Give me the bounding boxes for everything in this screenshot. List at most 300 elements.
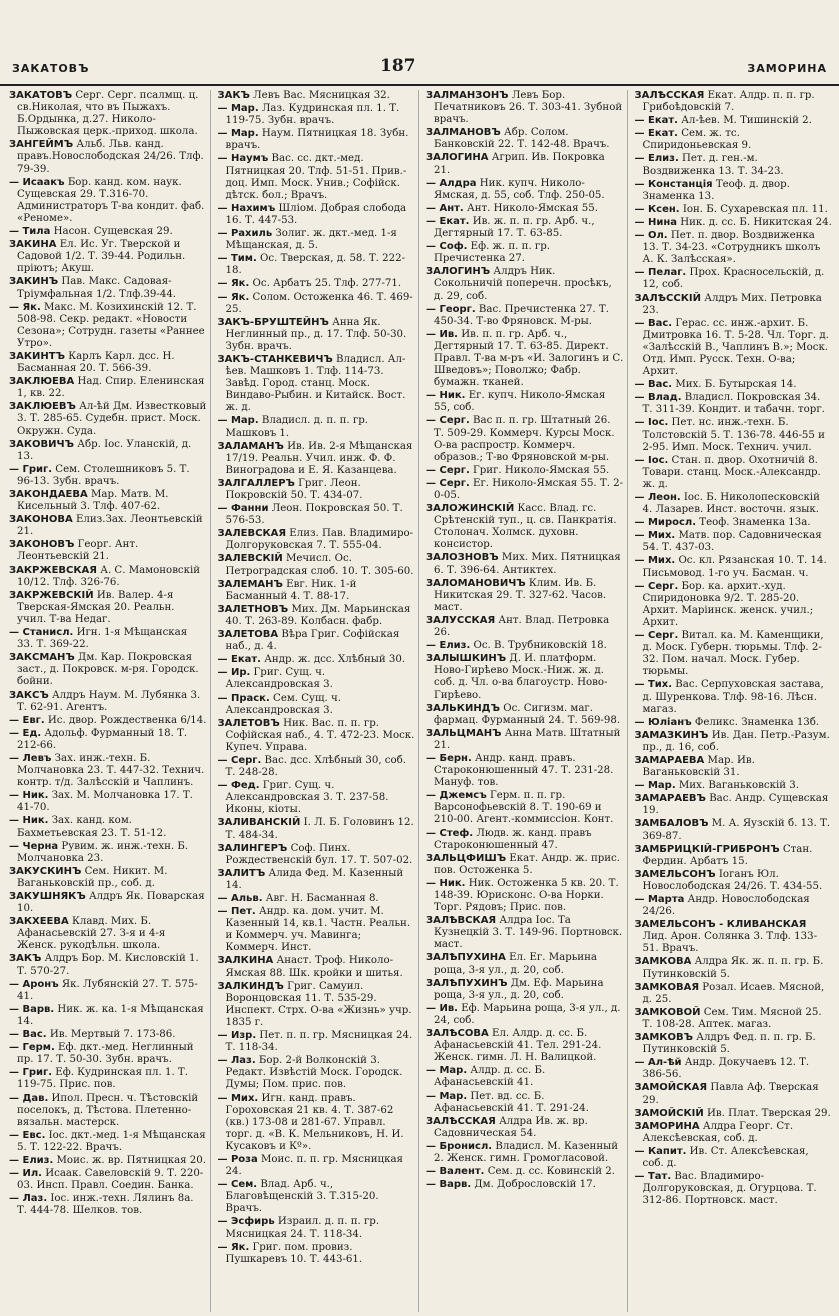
entry-name: — Мих. [634,555,676,567]
entry-text: Алдръ Бор. М. Кисловскій 1. Т. 570-27. [17,953,199,977]
entry-name: — Черна [9,840,59,852]
entry-text: Ник. д. сс. Б. Никитская 24. [677,216,832,228]
directory-entry [9,715,207,727]
entry-name: — Мар. [426,1090,468,1102]
directory-entry [426,653,624,701]
entry-name: — Тим. [217,253,257,265]
entry-text: Людв. ж. канд. правъ Староконюшенный 47. [434,827,592,851]
directory-entry [9,1042,207,1066]
directory-entry [9,401,207,437]
directory-entry [426,552,624,576]
directory-entry [218,128,416,152]
entry-text: Ив. Валер. 4-я Тверская-Ямская 20. Реальн. учил. Т-ва Недаг. [17,589,175,625]
entry-name: — Екат. [634,115,678,127]
entry-name: — Ник. [426,877,466,889]
entry-name: ЗАЛЬКИНДЪ [426,702,500,714]
entry-name: ЗАКЪ [217,90,250,101]
entry-text: Ив. Дан. Петр.-Разум. пр., д. 16, соб. [642,729,830,753]
directory-entry [9,891,207,915]
entry-name: ЗАКАТОВЪ [9,90,73,101]
directory-entry [218,868,416,892]
entry-name: — Варв. [426,1179,472,1191]
entry-name: ЗАЛЕТНОВЪ [217,603,289,615]
entry-text: Владисл. Покровская 34. Т. 311-39. Кондит. и табачн. торг. [642,392,825,416]
entry-text: Мар. Ив. Ваганьковскій 31. [642,754,755,779]
entry-text: Ипол. Пресн. ч. Тѣстовскій поселокъ, д. Тѣстова. Плетенно-вязальн. мастерск. [17,1092,199,1128]
entry-text: Анаст. Троф. Николо-Ямская 88. Шк. кройки и шитья. [225,955,403,979]
directory-entry [635,1171,833,1207]
directory-entry [426,216,624,240]
entry-text: Екат. Алдр. п. п. гр. Грибоѣдовскій 7. [642,90,815,114]
entry-name: — Іос. [634,454,669,466]
directory-entry [635,1108,833,1120]
directory-entry [426,1065,624,1089]
directory-entry [218,718,416,754]
directory-entry [218,1055,416,1091]
directory-entry [218,528,416,552]
entry-name: — Ив. [426,1002,458,1014]
entry-text: Игн. 1-я Мѣщанская 33. Т. 369-22. [17,627,188,651]
directory-entry [426,853,624,877]
entry-text: Владисл. Ал-ѣев. Машковъ 1. Тлф. 114-73. Завѣд. Город. станц. Моск. Виндаво-Рыбин. и Китайск. Вост. ж. д. [225,353,406,414]
entry-text: Насон. Сущевская 29. [50,226,173,238]
entry-text: Іос. инж.-техн. Лялинъ 8а. Т. 444-78. Шелков. тов. [17,1193,194,1217]
directory-entry [426,329,624,389]
directory-entry [426,790,624,826]
entry-text: Ал-ѣев. М. Тишинскій 2. [677,115,812,127]
entry-name: ЗАЛАМАНЪ [217,440,284,452]
entry-name: ЗАКЪ-БРУШТЕЙНЪ [217,316,329,328]
entry-name: ЗАКХЕЕВА [9,916,69,928]
directory-entry [9,652,207,688]
directory-entry [218,441,416,477]
directory-entry [9,790,207,814]
directory-entry [9,565,207,589]
entry-text: Пет. вд. сс. Б. Афанасьевскій 41. Т. 291-24. [434,1090,589,1114]
entry-name: — Мар. [217,128,259,140]
entry-name: — Праск. [217,692,270,704]
entry-name: — Ник. [426,390,466,402]
entry-name: — Тила [9,226,51,238]
entry-text: Алдръ Фед. п. п. гр. Б. Путинковскій 5. [642,1032,816,1056]
entry-name: — Екат. [426,215,470,227]
entry-name: ЗАКОНДАЕВА [9,489,88,500]
entry-name: — Пелаг. [634,267,687,279]
entry-name: ЗАЛМАНЗОНЪ [426,90,509,101]
entry-text: Ив. Ст. Алексѣевская, соб. д. [642,1145,809,1169]
entry-name: — Як. [9,301,41,313]
entry-name: ЗАКИНТЪ [9,350,65,362]
directory-entry [426,703,624,727]
entry-text: Анна Як. Неглинный пр., д. 17. Тлф. 50-30. Зубн. врачъ. [225,316,407,352]
directory-entry [218,253,416,277]
entry-text: Вѣра Григ. Софійская наб., д. 4. [225,629,400,653]
entry-text: Елиз. Пав. Владимиро-Долгоруковская 7. Т. 555-04. [225,528,414,552]
entry-text: Ег. купч. Николо-Ямская 55, соб. [434,390,606,414]
entry-text: Вас. Андр. Сущевская 19. [642,793,829,817]
directory-entry [426,241,624,265]
entry-text: Мих. Дм. Марьинская 40. Т. 263-89. Колбасн. фабр. [225,603,411,627]
entry-name: ЗАЛѢСОВА [426,1028,489,1040]
entry-name: ЗАМБРИЦКІЙ-ГРИБРОНЪ [634,843,780,855]
directory-entry [218,667,416,691]
entry-name: — Станисл. [9,627,74,639]
entry-name: ЗАМАРАЕВА [634,754,705,766]
entry-text: Алида Фед. М. Казенный 14. [225,867,404,891]
directory-entry [635,818,833,842]
entry-name: ЗАКСМАНЪ [9,652,75,664]
entry-text: Алдръ Мих. Петровка 23. [642,292,822,316]
entry-text: Алдр. д. сс. Б. Афанасьевскій 41. [434,1065,546,1089]
entry-name: ЗАМАЗКИНЪ [634,729,709,741]
entry-text: Адольф. Фурманный 18. Т. 212-66. [17,727,188,751]
entry-name: ЗАКЪ-СТАНКЕВИЧЪ [217,353,333,365]
directory-entry [9,1004,207,1028]
page-number: 187 [380,56,416,76]
directory-entry [218,1093,416,1153]
column-1 [6,90,211,1312]
entry-text: Бор. ка. архит.-худ. Спиридоновка 9/2. Т. 285-20. Архит. Маріинск. женск. учил.; Архит. [642,580,814,628]
entry-name: ЗАМКОВА [634,956,692,968]
entry-name: ЗАКЪ [9,953,42,965]
entry-text: Исаак. Савеловскій 9. Т. 220-03. Инсп. Правл. Соедин. Банка. [17,1168,204,1192]
entry-name: ЗАКОНОВА [9,514,73,526]
entry-text: Григ. Леон. Покровскій 50. Т. 434-07. [225,477,363,501]
directory-entry [635,492,833,516]
entry-name: — Елиз. [426,640,471,652]
entry-name: ЗАМБАЛОВЪ [634,818,709,830]
entry-text: Андр. ж. дсс. Хлѣбный 30. [260,654,406,666]
entry-text: Лид. Арон. Солянка 3. Тлф. 133-51. Врачъ. [642,931,818,955]
entry-name: — Роза [217,1153,258,1165]
entry-name: ЗАКУСКИНЪ [9,865,82,877]
directory-entry [9,276,207,300]
entry-text: Ег. Николо-Ямская 55. Т. 2-0-05. [434,477,624,501]
directory-entry [218,103,416,127]
entry-name: — Ир. [217,667,251,679]
entry-text: Сем. Тим. Мясной 25. Т. 108-28. Аптек. магаз. [642,1006,822,1030]
directory-entry [635,318,833,378]
directory-entry [218,228,416,252]
entry-text: Левъ Вас. Мясницкая 32. [249,90,390,101]
entry-name: ЗАЛѢПУХИНА [426,952,506,964]
entry-name: — Як. [217,291,250,303]
entry-text: Алдръ Наум. М. Лубянка 3. Т. 62-91. Агентъ. [17,689,201,713]
entry-name: ЗАКУШНЯКЪ [9,891,86,902]
entry-name: — Вас. [634,379,673,391]
entry-name: — Наумъ [217,153,269,165]
directory-entry [218,317,416,353]
directory-entry [426,1028,624,1064]
entry-name: — Ед. [9,727,42,739]
directory-entry [426,828,624,852]
entry-text: Андр. ка. дом. учит. М. Казенный 14, кв.1. Частн. Реальн. и Коммерч. уч. Мавинга; Коммерч. Инст. [225,906,411,954]
directory-entry [635,392,833,416]
entry-name: ЗАЛОГИНЪ [426,266,491,278]
entry-text: Леон. Покровская 50. Т. 576-53. [225,503,403,527]
entry-text: Ис. двор. Рождественка 6/14. [44,714,207,726]
entry-name: — Рахиль [217,228,273,240]
directory-entry [426,127,624,151]
entry-text: Як. Лубянскій 27. Т. 575-41. [17,978,198,1002]
directory-entry [426,266,624,302]
directory-entry [635,179,833,203]
directory-entry [426,615,624,639]
directory-entry [635,517,833,529]
entry-text: Сем. ж. тс. Спиридоньевская 9. [642,128,752,152]
directory-entry [635,153,833,177]
directory-entry [218,292,416,316]
entry-name: — Джемсъ [426,790,487,802]
entry-text: Ник. Остоженка 5 кв. 20. Т. 148-39. Юрисконс. О-ва Норки. Торг. Рядовъ; Прис. пов. [434,877,619,914]
directory-entry [426,1166,624,1178]
entry-text: Розал. Исаев. Мясной, д. 25. [642,981,825,1005]
entry-name: — Леон. [634,492,681,503]
directory-entry [635,982,833,1006]
entry-text: Ос. кл. Рязанская 10. Т. 14. Письмовод. 1-го уч. Басман. ч. [642,555,827,579]
entry-text: Клим. Ив. Б. Никитская 29. Т. 327-62. Часов. маст. [434,577,607,613]
entry-name: ЗАКЛЮЕВЪ [9,401,76,413]
directory-entry [218,604,416,628]
entry-text: Ив. ж. п. п. гр. Арб. ч., Дегтярный 17. Т. 63-85. [434,215,595,240]
entry-text: Алдра Іос. Та Кузнецкій 3. Т. 149-96. Портновск. маст. [434,915,623,951]
entry-text: Абр. Іос. Уланскій, д. 13. [17,438,192,462]
directory-entry [218,1242,416,1266]
directory-entry [218,843,416,867]
entry-text: Теоф. Знаменка 13а. [696,517,811,529]
entry-text: Вас. сс. дкт.-мед. Пятницкая 20. Тлф. 51-51. Прив.-доц. Имп. Моск. Унив.; Софійск. дѣтск. бол.; Врачъ. [225,153,407,201]
entry-text: Д. И. платформ. Ново-Гирѣево Моск.-Ниж. ж. д. соб. д. Чл. о-ва благоустр. Ново-Гирѣево. [434,653,608,701]
directory-entry [426,978,624,1002]
entry-name: ЗАКСЪ [9,689,49,701]
entry-text: Елиз.Зах. Леонтьевскій 21. [17,514,203,538]
entry-text: Солом. Остоженка 46. Т. 469-25. [225,291,413,315]
entry-text: Алдръ Як. Поварская 10. [17,891,205,915]
entry-name: ЗАЛЫШКИНЪ [426,653,507,665]
entry-name: — Варв. [9,1003,55,1015]
entry-text: Шліом. Добрая слобода 16. Т. 447-53. [225,202,407,226]
entry-name: — Миросл. [634,517,697,529]
entry-name: — Эсфирь [217,1216,275,1228]
entry-text: Ос. В. Трубниковскій 18. [470,640,607,652]
entry-text: Ос. Арбатъ 25. Тлф. 277-71. [249,278,402,290]
entry-name: — Тих. [634,679,673,691]
entry-name: — Ксен. [634,203,680,215]
entry-name: ЗАЛѢВСКАЯ [426,915,497,927]
directory-entry [9,590,207,626]
directory-entry [426,1179,624,1191]
entry-name: — Дав. [9,1092,49,1104]
entry-text: Вас п. п. гр. Штатный 26. Т. 509-29. Коммерч. Курсы Моск. О-ва распростр. Коммерч. образов.; Т-во Фряновской м-ры. [434,415,615,463]
entry-name: — Ал-ѣй [634,1057,682,1069]
entry-text: Ник. купч. Николо-Ямская, д. 55, соб. Тлф. 250-05. [434,177,605,201]
entry-text: Пет. п. двор. Воздвиженка 13. Т. 34-23. «Сотрудникъ школъ А. К. Залѣсская». [642,230,821,266]
entry-name: — Алдра [426,177,477,189]
entry-name: — Серг. [426,464,470,476]
entry-name: ЗАЛКИНА [217,955,274,967]
entry-name: — Левъ [9,752,52,764]
entry-name: — Бронисл. [426,1140,493,1152]
entry-name: — Сем. [217,1179,258,1191]
directory-entry [9,439,207,463]
directory-entry [218,893,416,905]
directory-entry [9,1155,207,1167]
directory-entry [635,1057,833,1081]
entry-name: ЗАМОРИНА [634,1120,700,1132]
entry-text: Андр. Новослободская 24/26. [642,894,810,918]
directory-entry [9,1168,207,1192]
entry-name: ЗАЛИВАНСКІЙ [217,817,301,829]
entry-text: Ив. Мертвый 7. 173-86. [46,1029,176,1041]
entry-name: — Мар. [217,103,259,115]
entry-text: Ос. Сигизм. маг. фармац. Фурманный 24. Т. 569-98. [434,702,621,726]
directory-entry [426,1141,624,1165]
directory-entry [9,916,207,952]
entry-text: Ел. Алдр. д. сс. Б. Афанасьевскій 41. Тел. 291-24. Женск. гимн. Л. Н. Валицкой. [434,1028,602,1064]
entry-name: — Серг. [634,630,679,642]
directory-entry [9,1067,207,1091]
directory-entry [635,1082,833,1106]
directory-entry [635,217,833,229]
entry-text: Лаз. Кудринская пл. 1. Т. 119-75. Зубн. врачъ. [225,103,400,127]
entry-text: Герм. п. п. гр. Варсонофьевскій 8. Т. 190-69 и 210-00. Агент.-коммиссіон. Конт. [434,790,614,826]
entry-name: — Серг. [426,477,470,489]
entry-name: — Нахимъ [217,202,276,214]
directory-entry [635,115,833,127]
entry-name: ЗАКЛЮЕВА [9,376,75,388]
entry-name: ЗАЛЬЦМАНЪ [426,727,502,739]
entry-name: ЗАМЕЛЬСОНЪ - КЛИВАНСКАЯ [634,919,807,931]
entry-text: Зах. М. Молчановка 17. Т. 41-70. [17,790,193,814]
entry-text: Пет. п. п. гр. Мясницкая 24. Т. 118-34. [225,1030,413,1054]
directory-entry [9,539,207,563]
directory-entry [426,178,624,202]
directory-entry [218,906,416,954]
directory-entry [426,415,624,463]
entry-name: ЗАНГЕЙМЪ [9,139,74,151]
entry-text: Ант. Влад. Петровка 26. [434,614,610,639]
entry-name: — Як. [217,1241,250,1253]
directory-entry [635,128,833,152]
entry-name: — Серг. [634,580,679,592]
directory-entry [218,478,416,502]
directory-entry [9,177,207,225]
running-head-left: ЗАКАТОВЪ [12,62,90,75]
column-4 [632,90,836,1312]
directory-entry [426,640,624,652]
entry-name: — Влад. [634,392,682,404]
directory-entry [635,417,833,453]
entry-text: Андр. Докучаевъ 12. Т. 386-56. [642,1057,810,1081]
directory-entry [426,503,624,551]
entry-name: ЗАКРЖЕВСКІЙ [9,589,94,601]
entry-name: — Лаз. [217,1055,256,1067]
entry-text: Іон. Б. Сухаревская пл. 11. [679,203,828,215]
directory-entry [9,841,207,865]
directory-entry [218,90,416,102]
entry-name: — Исаакъ [9,176,65,188]
entry-text: Влад. Арб. ч., Благовѣщенскій 3. Т.315-20. Врачъ. [225,1179,379,1215]
entry-text: Матв. пор. Садовническая 54. Т. 437-03. [642,530,822,554]
entry-text: Сем. д. сс. Ковинскій 2. [484,1166,615,1178]
directory-entry [635,204,833,216]
entry-text: Владисл. д. п. п. гр. Машковъ 1. [225,415,369,439]
directory-entry [218,654,416,666]
running-head-right: ЗАМОРИНА [747,62,827,75]
entry-name: — Альв. [217,893,263,904]
directory-entry [9,815,207,839]
entry-name: — Нина [634,216,678,228]
entry-name: ЗАЛУССКАЯ [426,614,496,626]
entry-name: ЗАЛОГИНА [426,152,489,164]
entry-name: ЗАЛѢПУХИНЪ [426,977,508,989]
entry-text: Мар. Матв. М. Кисельный 3. Тлф. 407-62. [17,489,169,513]
directory-columns [6,90,835,1312]
directory-entry [218,955,416,979]
entry-text: Стан. п. двор. Охотничій 8. Товари. станц. Моск.-Александр. ж. д. [642,454,821,490]
entry-name: — Изр. [217,1030,257,1042]
entry-text: Рувим. ж. инж.-техн. Б. Молчановка 23. [17,840,189,864]
entry-text: Над. Спир. Еленинская 1, кв. 22. [17,376,205,400]
entry-text: Владисл. М. Казенный 2. Женск. гимн. Громогласовой. [434,1140,619,1164]
entry-text: Прох. Красносельскій, д. 12, соб. [642,267,825,291]
directory-entry [9,90,207,138]
entry-text: Вас. Пречистенка 27. Т. 450-34. Т-во Фряновск. М-ры. [434,303,609,327]
entry-text: Моис. ж. вр. Пятницкая 20. [53,1154,207,1166]
entry-name: — Мих. [634,530,676,542]
entry-text: Іоганъ Юл. Новослободская 24/26. Т. 434-55. [642,868,823,892]
entry-name: ЗАМОЙСКІЙ [634,1107,704,1119]
directory-entry [9,1130,207,1154]
directory-entry [9,239,207,275]
entry-name: ЗАЛМАНОВЪ [426,127,501,139]
directory-entry [635,793,833,817]
directory-entry [635,630,833,678]
directory-entry [635,730,833,754]
directory-entry [218,629,416,653]
entry-text: Сем. Сущ. ч. Александровская 3. [225,692,341,716]
directory-entry [9,1193,207,1217]
entry-name: — Валент. [426,1166,485,1178]
entry-text: Еф. Марьина роща, 3-я ул., д. 24, соб. [434,1002,621,1026]
entry-name: ЗАМКОВЪ [634,1032,693,1044]
entry-text: І. Л. Б. Головинъ 12. Т. 484-34. [225,817,414,841]
entry-name: — Лаз. [9,1193,48,1205]
entry-name: — Григ. [9,463,53,475]
entry-text: Алдра Ив. ж. вр. Садовническая 54. [434,1115,588,1139]
entry-name: — Екат. [217,654,261,666]
directory-entry [426,1003,624,1027]
directory-entry [9,1093,207,1129]
entry-text: Ос. Тверская, д. 58. Т. 222-18. [225,253,406,277]
entry-name: ЗАЛѢССКІЙ [634,292,701,304]
entry-text: Георг. Ант. Леонтьевскій 21. [17,539,139,563]
entry-name: — Мар. [634,780,676,792]
entry-name: — Екат. [634,128,678,140]
entry-text: Евг. Ник. 1-й Басманный 4. Т. 88-17. [225,578,357,602]
entry-name: ЗАЛОМАНОВИЧЪ [426,577,526,589]
entry-name: — Ил. [9,1168,42,1180]
entry-text: Соф. Пинх. Рождественскій бул. 17. Т. 507-02. [225,842,413,866]
entry-name: — Серг. [426,415,470,427]
entry-text: Альб. Льв. канд. правъ.Новослободская 24/26. Тлф. 79-39. [17,139,204,175]
entry-text: Авг. Н. Басманная 8. [262,893,379,904]
directory-entry [426,203,624,215]
directory-entry [9,514,207,538]
directory-entry [218,278,416,290]
directory-entry [9,302,207,350]
entry-text: Сем. Никит. М. Ваганьковскій пр., соб. д. [17,865,168,889]
